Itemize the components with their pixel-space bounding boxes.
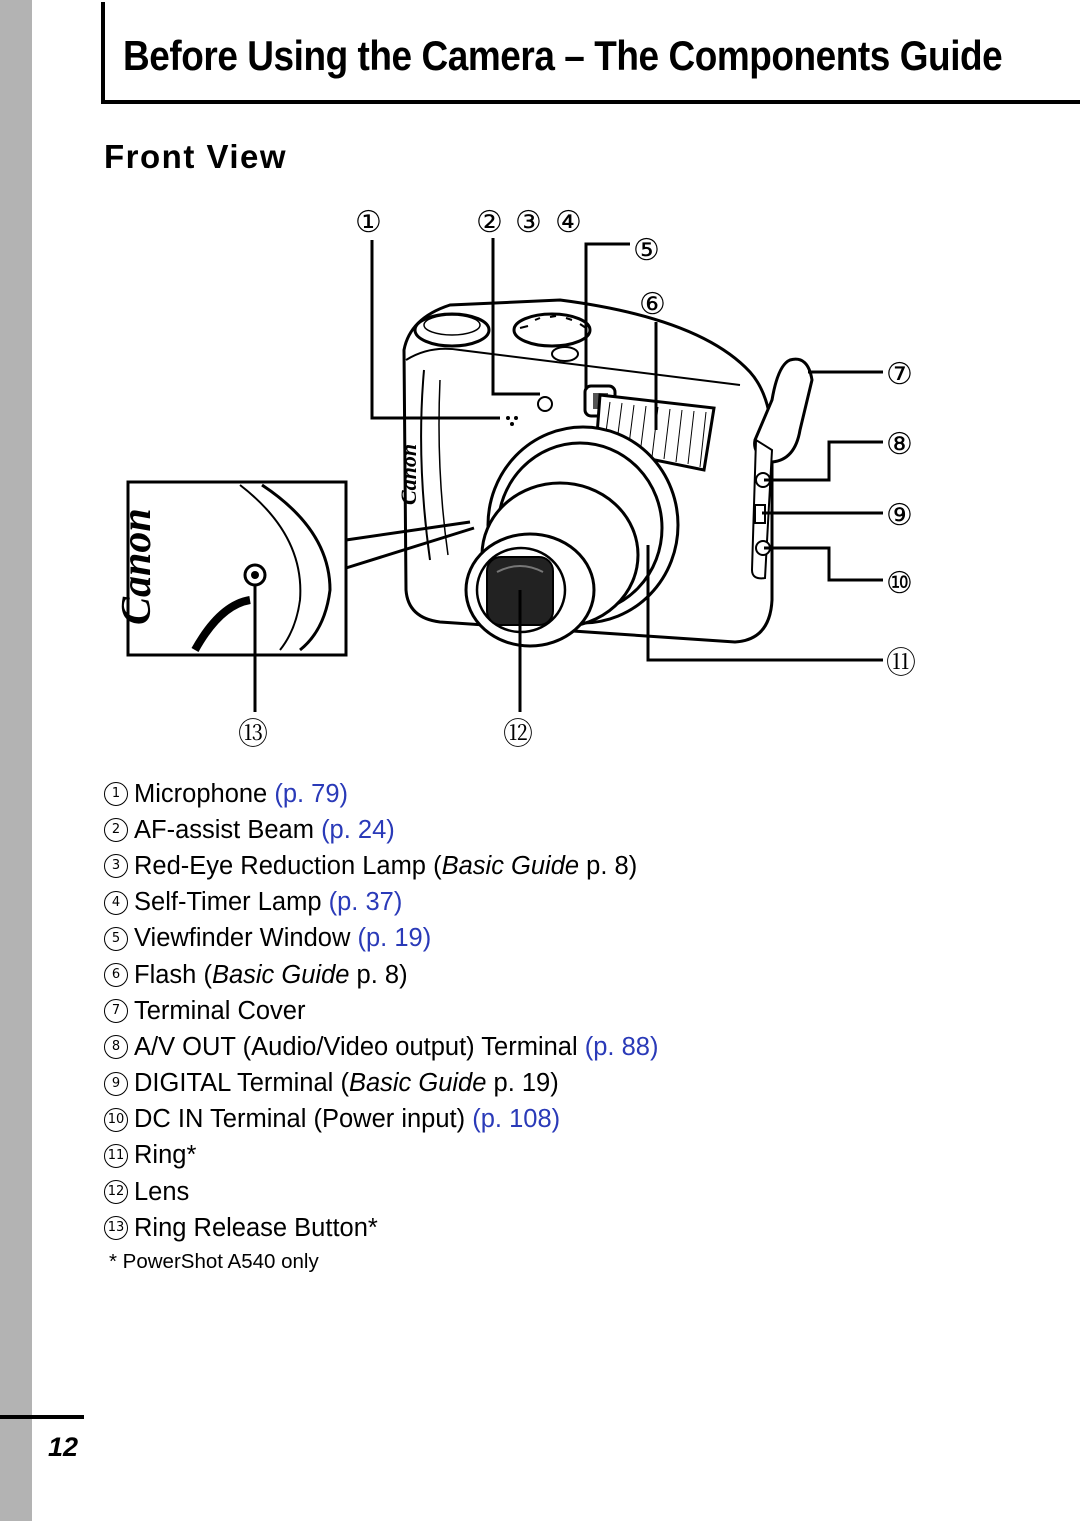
legend-label: Red-Eye Reduction Lamp [134,851,426,880]
legend-label: A/V OUT (Audio/Video output) Terminal [134,1032,578,1061]
callout-12: ⑫ [503,717,533,752]
legend-label: Ring Release Button* [134,1213,378,1242]
legend-number: 3 [104,854,128,878]
legend-label: Self-Timer Lamp [134,888,322,917]
legend-label: Flash [134,960,197,989]
legend-number: 2 [104,818,128,842]
callout-8: ⑧ [886,427,913,462]
callout-2: ② [476,205,503,240]
callout-1: ① [355,205,382,240]
callout-5: ⑤ [633,233,660,268]
legend-number: 13 [104,1216,128,1240]
page-reference-link[interactable]: (p. 108) [472,1105,561,1134]
page-reference-link[interactable]: (p. 79) [274,779,349,808]
legend-item [104,957,864,993]
legend-item [104,848,864,884]
page-reference-link[interactable]: (p. 37) [328,888,403,917]
callout-13: ⑬ [238,717,268,752]
basic-guide-reference: Basic Guide [211,960,350,989]
legend-item [104,921,864,957]
reference-page: p. 8) [349,960,408,989]
legend-number: 9 [104,1072,128,1096]
legend-item [104,993,864,1029]
callout-10: ⑩ [886,566,913,601]
legend-number: 5 [104,927,128,951]
callout-11: ⑪ [886,646,916,681]
reference-open: ( [340,1069,349,1098]
legend-number: 11 [104,1144,128,1168]
page-number: 12 [48,1432,79,1462]
legend-item [104,776,864,812]
legend-number: 7 [104,999,128,1023]
legend-number: 6 [104,963,128,987]
callout-4: ④ [555,205,582,240]
reference-open: ( [433,851,442,880]
legend-label: AF-assist Beam [134,815,314,844]
inset-brand-text: Canon [114,508,160,625]
legend-number: 1 [104,782,128,806]
callout-7: ⑦ [886,357,913,392]
legend-item [104,1029,864,1065]
legend-item [104,812,864,848]
callout-9: ⑨ [886,498,913,533]
camera-brand-text: Canon [396,443,421,505]
legend-item [104,1102,864,1138]
legend-label: Viewfinder Window [134,924,351,953]
legend-item [104,885,864,921]
legend-item [104,1138,864,1174]
legend-label: DC IN Terminal (Power input) [134,1105,466,1134]
page-reference-link[interactable]: (p. 19) [357,924,432,953]
inset-frame [128,482,346,655]
basic-guide-reference: Basic Guide [348,1069,487,1098]
page-number-rule [0,1415,84,1419]
legend-label: Terminal Cover [134,996,306,1025]
footnote: * PowerShot A540 only [109,1250,319,1273]
legend-item [104,1066,864,1102]
reference-page: p. 8) [579,851,638,880]
legend-label: Ring* [134,1141,197,1170]
legend-label: Lens [134,1177,190,1206]
page-reference-link[interactable]: (p. 24) [321,815,395,844]
legend-label: Microphone [134,779,268,808]
callout-6: ⑥ [639,287,666,322]
legend-item [104,1174,864,1210]
page-reference-link[interactable]: (p. 88) [584,1032,659,1061]
callout-3: ③ [515,205,542,240]
legend-number: 4 [104,891,128,915]
legend-label: DIGITAL Terminal [134,1069,334,1098]
reference-open: ( [203,960,212,989]
legend-number: 12 [104,1180,128,1204]
legend-item [104,1210,864,1246]
page-title: Before Using the Camera – The Components Guide [123,32,1003,79]
legend-number: 8 [104,1035,128,1059]
basic-guide-reference: Basic Guide [441,851,580,880]
section-title: Front View [104,138,288,175]
legend-number: 10 [104,1108,128,1132]
component-legend [104,776,864,1246]
reference-page: p. 19) [486,1069,559,1098]
